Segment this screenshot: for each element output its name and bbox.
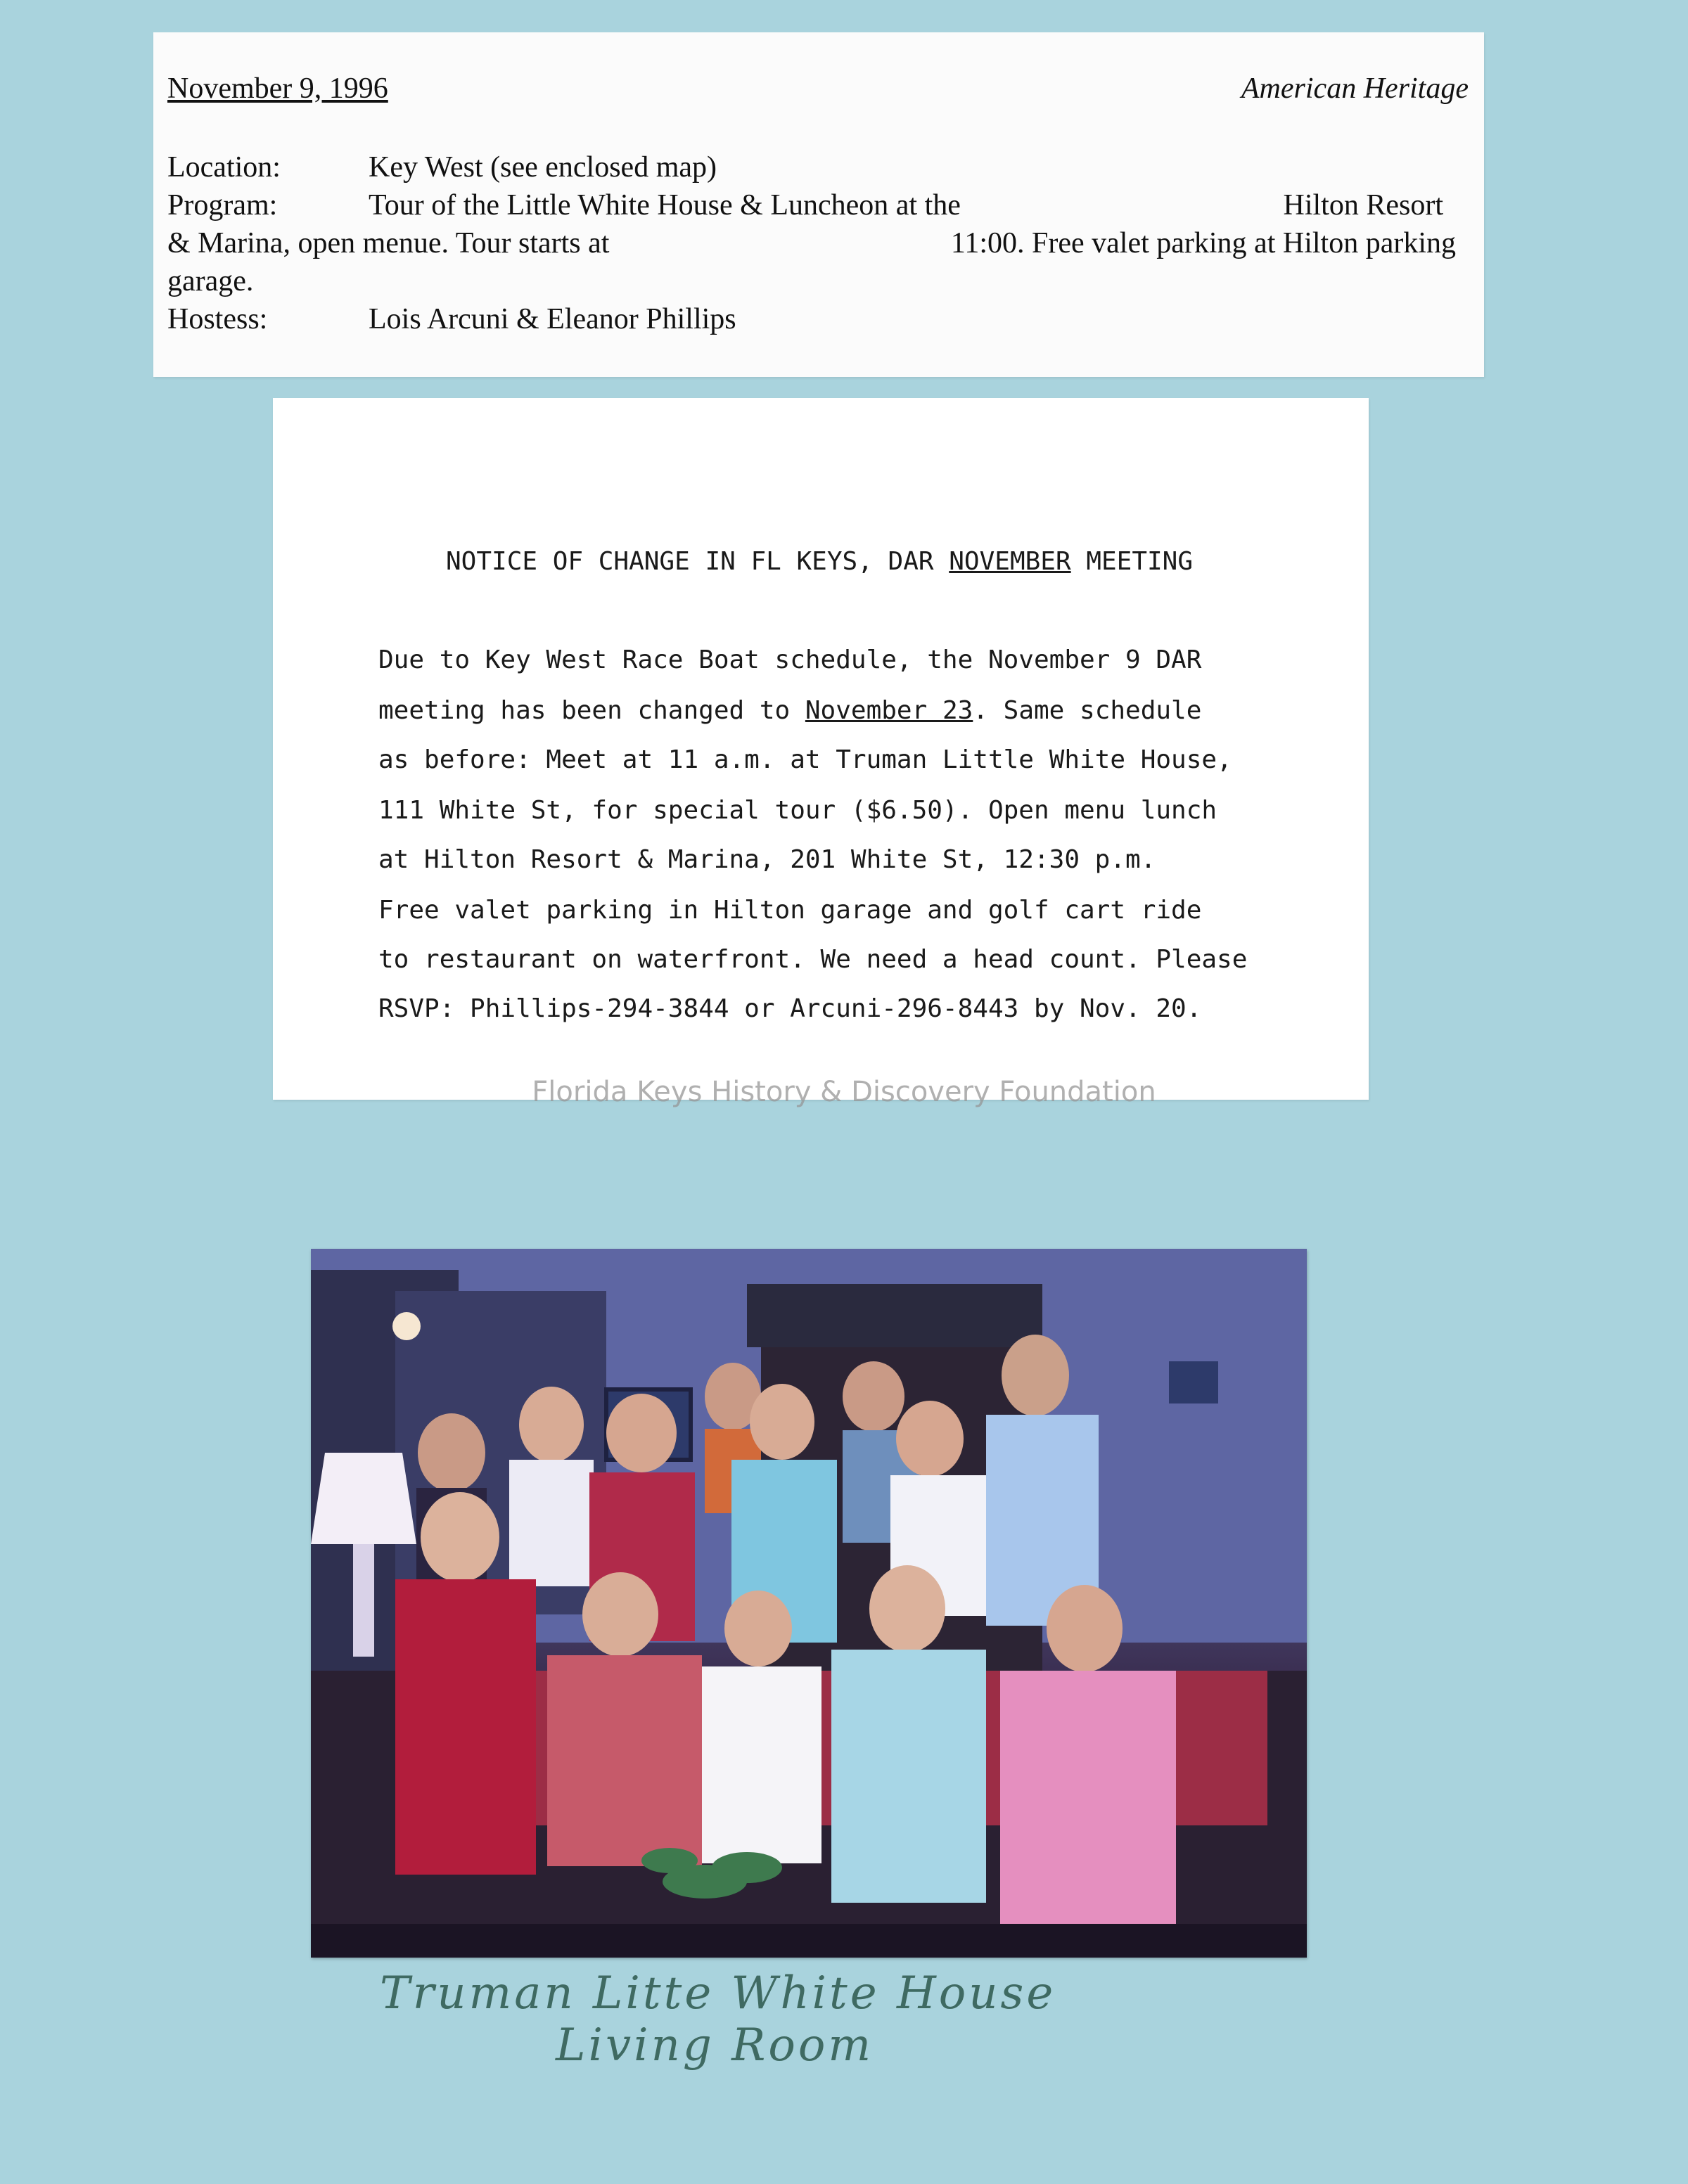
- location-label: Location:: [167, 151, 281, 184]
- notice-line-2-end: . Same schedule: [973, 696, 1202, 725]
- new-meeting-date: November 23: [805, 696, 973, 725]
- group-photo-illustration: [311, 1249, 1307, 1958]
- program-text-1: Tour of the Little White House & Luncheon at the: [369, 189, 961, 221]
- watermark: Florida Keys History & Discovery Foundation: [532, 1076, 1156, 1108]
- notice-heading-text: NOTICE OF CHANGE IN FL KEYS, DAR: [446, 547, 950, 576]
- notice-line-3: as before: Meet at 11 a.m. at Truman Little White House,: [378, 745, 1232, 774]
- hostess-row: [167, 302, 736, 336]
- group-photo: [311, 1249, 1307, 1958]
- caption-line-2: Living Room: [556, 2019, 874, 2071]
- notice-line-6: Free valet parking in Hilton garage and golf cart ride: [378, 896, 1202, 925]
- program-text-5: garage.: [167, 265, 254, 297]
- program-text-3: & Marina, open menue. Tour starts at: [167, 227, 610, 259]
- notice-line-2: [378, 696, 1201, 725]
- program-label: Program:: [167, 189, 278, 221]
- location-row: [167, 150, 717, 184]
- program-text-2: Hilton Resort: [1283, 189, 1443, 221]
- program-text-4: 11:00. Free valet parking at Hilton parking: [950, 227, 1456, 259]
- notice-line-1: Due to Key West Race Boat schedule, the November 9 DAR: [378, 645, 1202, 674]
- notice-line-4: 111 White St, for special tour ($6.50). Open menu lunch: [378, 796, 1217, 825]
- notice-card: [273, 398, 1369, 1100]
- event-date: November 9, 1996: [167, 72, 388, 105]
- caption-line-1: Truman Litte White House: [380, 1967, 1056, 2019]
- hostess-value: Lois Arcuni & Eleanor Phillips: [369, 303, 736, 335]
- hostess-label: Hostess:: [167, 303, 268, 335]
- notice-heading-month: NOVEMBER: [949, 547, 1071, 576]
- notice-line-2-start: meeting has been changed to: [378, 696, 805, 725]
- location-value: Key West (see enclosed map): [369, 151, 717, 184]
- notice-heading: [446, 547, 1193, 576]
- notice-line-8: RSVP: Phillips-294-3844 or Arcuni-296-8443 by Nov. 20.: [378, 994, 1202, 1023]
- notice-heading-end: MEETING: [1070, 547, 1194, 576]
- notice-line-7: to restaurant on waterfront. We need a head count. Please: [378, 945, 1248, 974]
- newsletter-source: American Heritage: [1241, 72, 1469, 105]
- event-clipping: [153, 32, 1484, 377]
- notice-line-5: at Hilton Resort & Marina, 201 White St, 12:30 p.m.: [378, 845, 1156, 874]
- program-row: [167, 188, 961, 222]
